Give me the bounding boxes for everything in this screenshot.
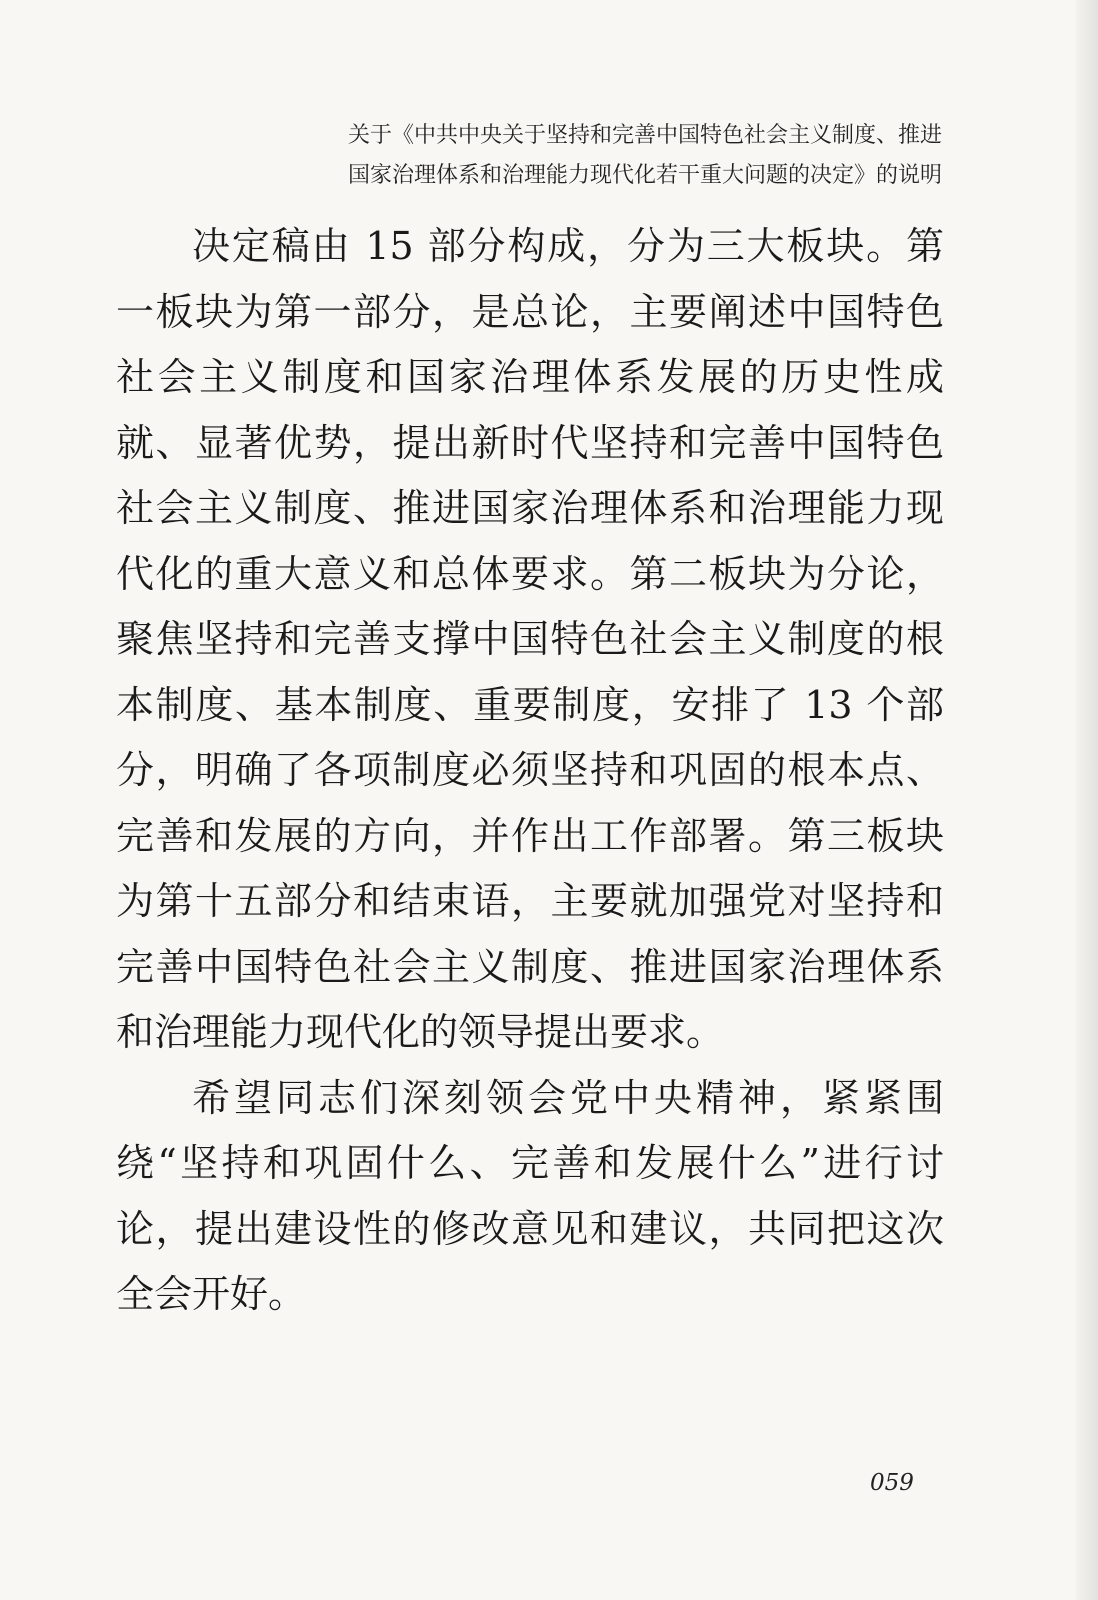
running-head <box>242 116 942 196</box>
paragraph-2: 希望同志们深刻领会党中央精神，紧紧围绕“坚持和巩固什么、完善和发展什么”进行讨论，提出建设性的修改意见和建议，共同把这次全会开好。 <box>116 1075 944 1316</box>
running-head-line-1: 关于《中共中央关于坚持和完善中国特色社会主义制度、推进 <box>347 123 942 148</box>
page-edge <box>1076 0 1098 1600</box>
paragraph-1: 决定稿由 15 部分构成，分为三大板块。第一板块为第一部分，是总论，主要阐述中国特色社会主义制度和国家治理体系发展的历史性成就、显著优势，提出新时代坚持和完善中国特色社会主义制度、推进国家治理体系和治理能力现代化的重大意义和总体要求。第二板块为分论，聚焦坚持和完善支撑中国特色社会主义制度的根本制度、基本制度、重要制度，安排了 13 个部分，明确了各项制度必须坚持和巩固的根本点、完善和发展的方向，并作出工作部署。第三板块为第十五部分和结束语，主要就加强党对坚持和完善中国特色社会主义制度、推进国家治理体系和治理能力现代化的领导提出要求。 <box>116 224 944 1054</box>
body-text <box>116 214 944 1328</box>
page-number: 059 <box>870 1470 914 1496</box>
running-head-line-2: 国家治理体系和治理能力现代化若干重大问题的决定》的说明 <box>347 163 942 188</box>
